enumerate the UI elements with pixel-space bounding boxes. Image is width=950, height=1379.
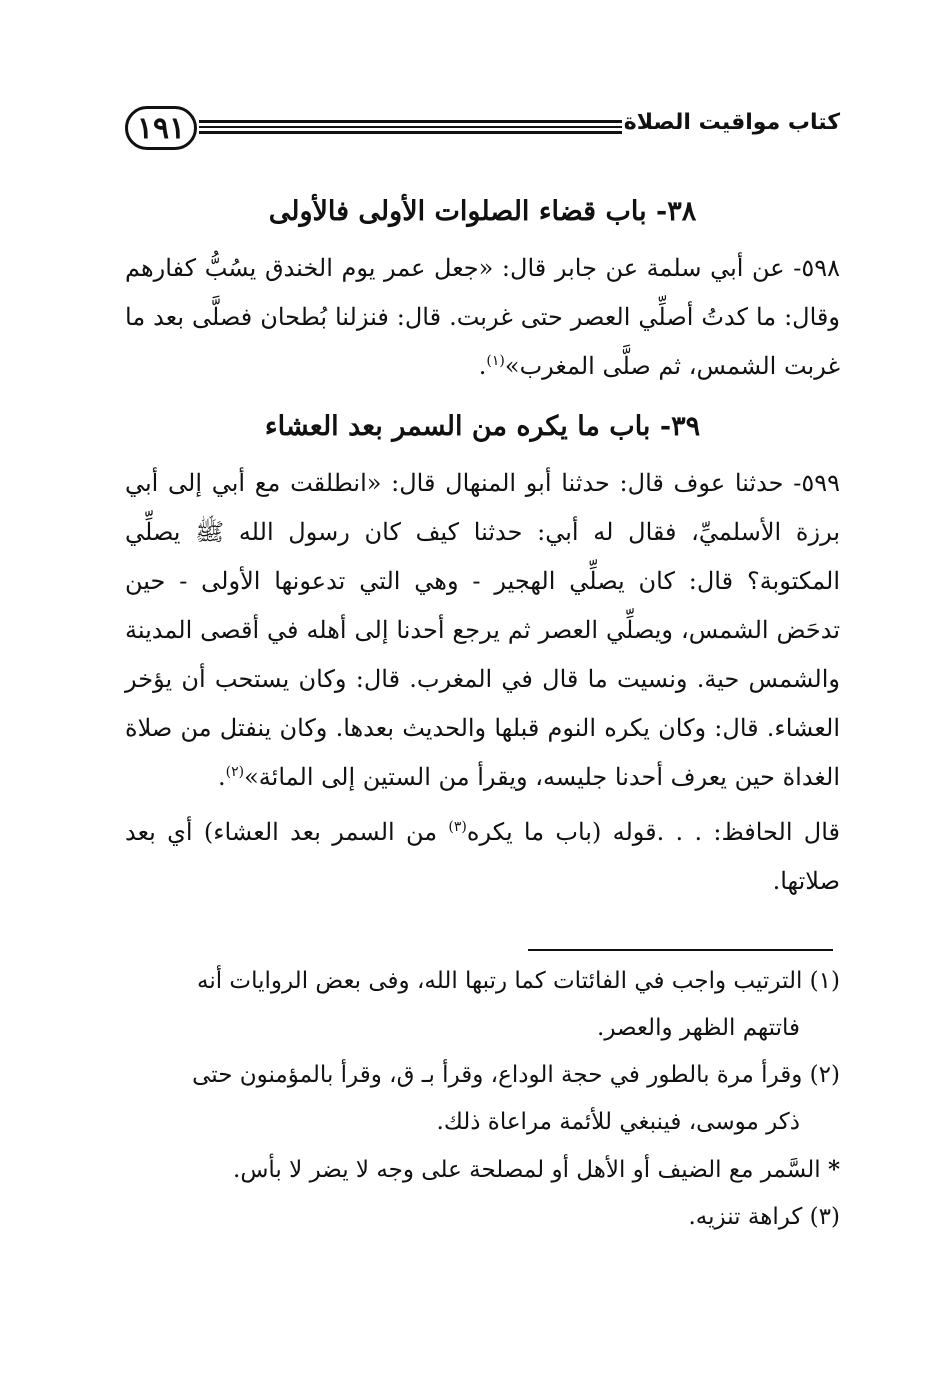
footnote-3: (٣) كراهة تنزيه. bbox=[688, 1204, 840, 1230]
page-header bbox=[125, 98, 840, 160]
hadith-599: ٥٩٩- حدثنا عوف قال: حدثنا أبو المنهال قال: «انطلقت مع أبي إلى أبي برزة الأسلميِّ، فقال له أبي: حدثنا كيف كان رسول الله ﷺ يصلِّي المكتوبة؟ قال: كان يصلِّي الهجير - وهي التي تدعونها الأولى - حين تدحَض الشمس، ويصلِّي العصر ثم يرجع أحدنا إلى أهله في أقصى المدينة والشمس حية. ونسيت ما قال في المغرب. قال: وكان يستحب أن يؤخر العشاء. قال: وكان يكره النوم قبلها والحديث بعدها. وكان ينفتل من صلاة الغداة حين يعرف أحدنا جليسه، ويقرأ من الستين إلى المائة»$^{(٢)}$. bbox=[125, 469, 840, 791]
hadith-598: ٥٩٨- عن أبي سلمة عن جابر قال: «جعل عمر يوم الخندق يسُبُّ كفارهم وقال: ما كدتُ أصلِّي العصر حتى غربت. قال: فنزلنا بُطحان فصلَّى بعد ما غربت الشمس، ثم صلَّى المغرب»$^{(١)}$. bbox=[125, 254, 840, 380]
footnote-ref-1: (١) bbox=[486, 353, 505, 369]
main-text bbox=[125, 180, 840, 906]
hafiz-commentary: قال الحافظ: . . .قوله (باب ما يكره$^{(٣)}$ من السمر بعد العشاء) أي بعد صلاتها. bbox=[125, 818, 841, 895]
footnote-divider bbox=[528, 949, 833, 951]
chapter-heading-38: ٣٨- باب قضاء الصلوات الأولى فالأولى bbox=[268, 196, 697, 227]
footnote-1: (١) الترتيب واجب في الفائتات كما رتبها الله، وفى بعض الروايات أنه فاتتهم الظهر والعصر. bbox=[197, 968, 840, 1041]
chapter-heading-39: ٣٩- باب ما يكره من السمر بعد العشاء bbox=[264, 411, 701, 442]
footnote-star: * السَّمر مع الضيف أو الأهل أو لمصلحة على وجه لا يضر لا بأس. bbox=[233, 1156, 840, 1183]
book-title: كتاب مواقيت الصلاة bbox=[623, 110, 840, 135]
page-number-badge: ١٩١ bbox=[125, 106, 197, 150]
header-rule bbox=[199, 120, 622, 134]
star-icon: * bbox=[827, 1156, 840, 1183]
footnote-2: (٢) وقرأ مرة بالطور في حجة الوداع، وقرأ بـ ق، وقرأ بالمؤمنون حتى ذكر موسى، فينبغي للأئمة مراعاة ذلك. bbox=[192, 1062, 840, 1135]
footnote-ref-3: (٣) bbox=[448, 819, 467, 835]
footnotes bbox=[125, 958, 840, 1241]
footnote-ref-2: (٢) bbox=[225, 764, 245, 780]
